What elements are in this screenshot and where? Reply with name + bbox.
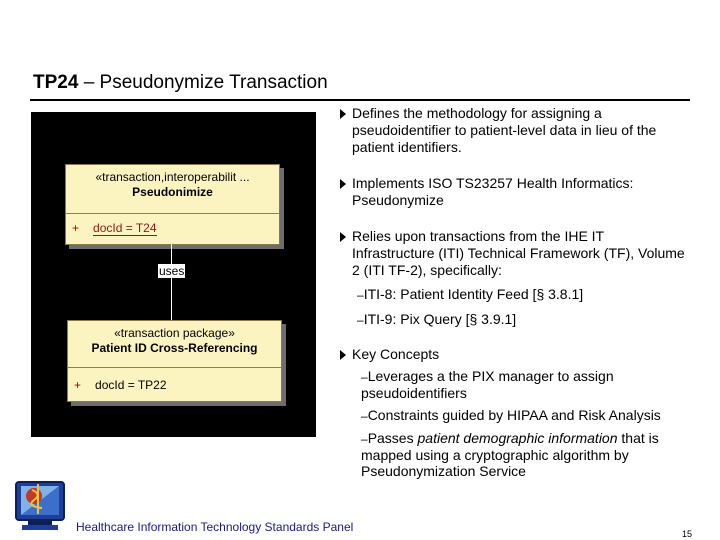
sub-bullet-text: Leverages a the PIX manager to assign pseudoidentifiers — [361, 368, 614, 401]
sub-bullet: –ITI-8: Patient Identity Feed [§ 3.8.1] — [357, 286, 584, 302]
footer-org-name: Healthcare Information Technology Standards Panel — [76, 520, 354, 534]
box2-attribute — [74, 378, 167, 392]
bullet-item — [338, 105, 688, 156]
box2-separator — [68, 367, 281, 368]
bullet-list — [338, 105, 688, 479]
box2-attr-value: docId = TP22 — [95, 378, 167, 392]
box2-attr-plus: + — [74, 378, 82, 392]
uses-connector — [171, 240, 172, 320]
slide-title — [33, 72, 328, 94]
bullet-arrow-icon — [340, 179, 346, 189]
bullet-arrow-icon — [340, 232, 346, 242]
box1-name: Pseudonimize — [132, 185, 213, 199]
sub-bullet: –Leverages a the PIX manager to assign pseudoidentifiers — [361, 368, 614, 401]
bullet-item — [338, 175, 688, 209]
title-divider — [30, 99, 690, 101]
bullet-text: Defines the methodology for assigning a pseudoidentifier to patient-level data in lieu of the patient identifiers. — [352, 105, 657, 155]
box1-stereotype: «transaction,interoperabilit ... — [95, 170, 250, 184]
bullet-text: Relies upon transactions from the IHE IT Infrastructure (ITI) Technical Framework (TF), Volume 2 (ITI TF-2), specifically: — [352, 228, 685, 278]
sub-bullet-text: Constraints guided by HIPAA and Risk Analysis — [367, 407, 661, 423]
box1-attr-value: docId = T24 — [93, 221, 157, 235]
uses-label: uses — [159, 264, 185, 278]
monitor-logo-icon — [14, 480, 70, 532]
box1-attr-plus: + — [72, 221, 80, 235]
pix-cross-ref-class-box — [67, 320, 282, 402]
bullet-text: Implements ISO TS23257 Health Informatics: Pseudonymize — [352, 175, 634, 208]
box1-separator — [66, 213, 279, 214]
box2-name: Patient ID Cross-Referencing — [91, 341, 258, 355]
pseudonimize-class-box — [65, 164, 280, 245]
bullet-item — [338, 346, 688, 363]
title-text: – Pseudonymize Transaction — [78, 72, 328, 93]
sub-bullet-text: ITI-9: Pix Query [§ 3.9.1] — [363, 311, 517, 327]
box1-attribute — [72, 221, 157, 235]
sub-bullet: –Constraints guided by HIPAA and Risk Analysis — [361, 407, 661, 423]
hitsp-logo — [14, 480, 70, 532]
bullet-arrow-icon — [340, 109, 346, 119]
bullet-item — [338, 228, 688, 279]
bullet-arrow-icon — [340, 350, 346, 360]
box2-stereotype: «transaction package» — [114, 326, 235, 340]
sub-bullet: –Passes patient demographic information that is mapped using a cryptographic algorithm by Pseudonymization Service — [361, 430, 659, 479]
uml-diagram — [31, 112, 316, 437]
page-number: 15 — [682, 529, 693, 539]
sub-bullet-text: ITI-8: Patient Identity Feed [§ 3.8.1] — [363, 286, 584, 302]
bullet-text: Key Concepts — [352, 346, 440, 362]
sub-bullet: –ITI-9: Pix Query [§ 3.9.1] — [357, 311, 517, 327]
emphasis-text: patient demographic information — [417, 430, 618, 446]
title-code: TP24 — [33, 72, 79, 93]
